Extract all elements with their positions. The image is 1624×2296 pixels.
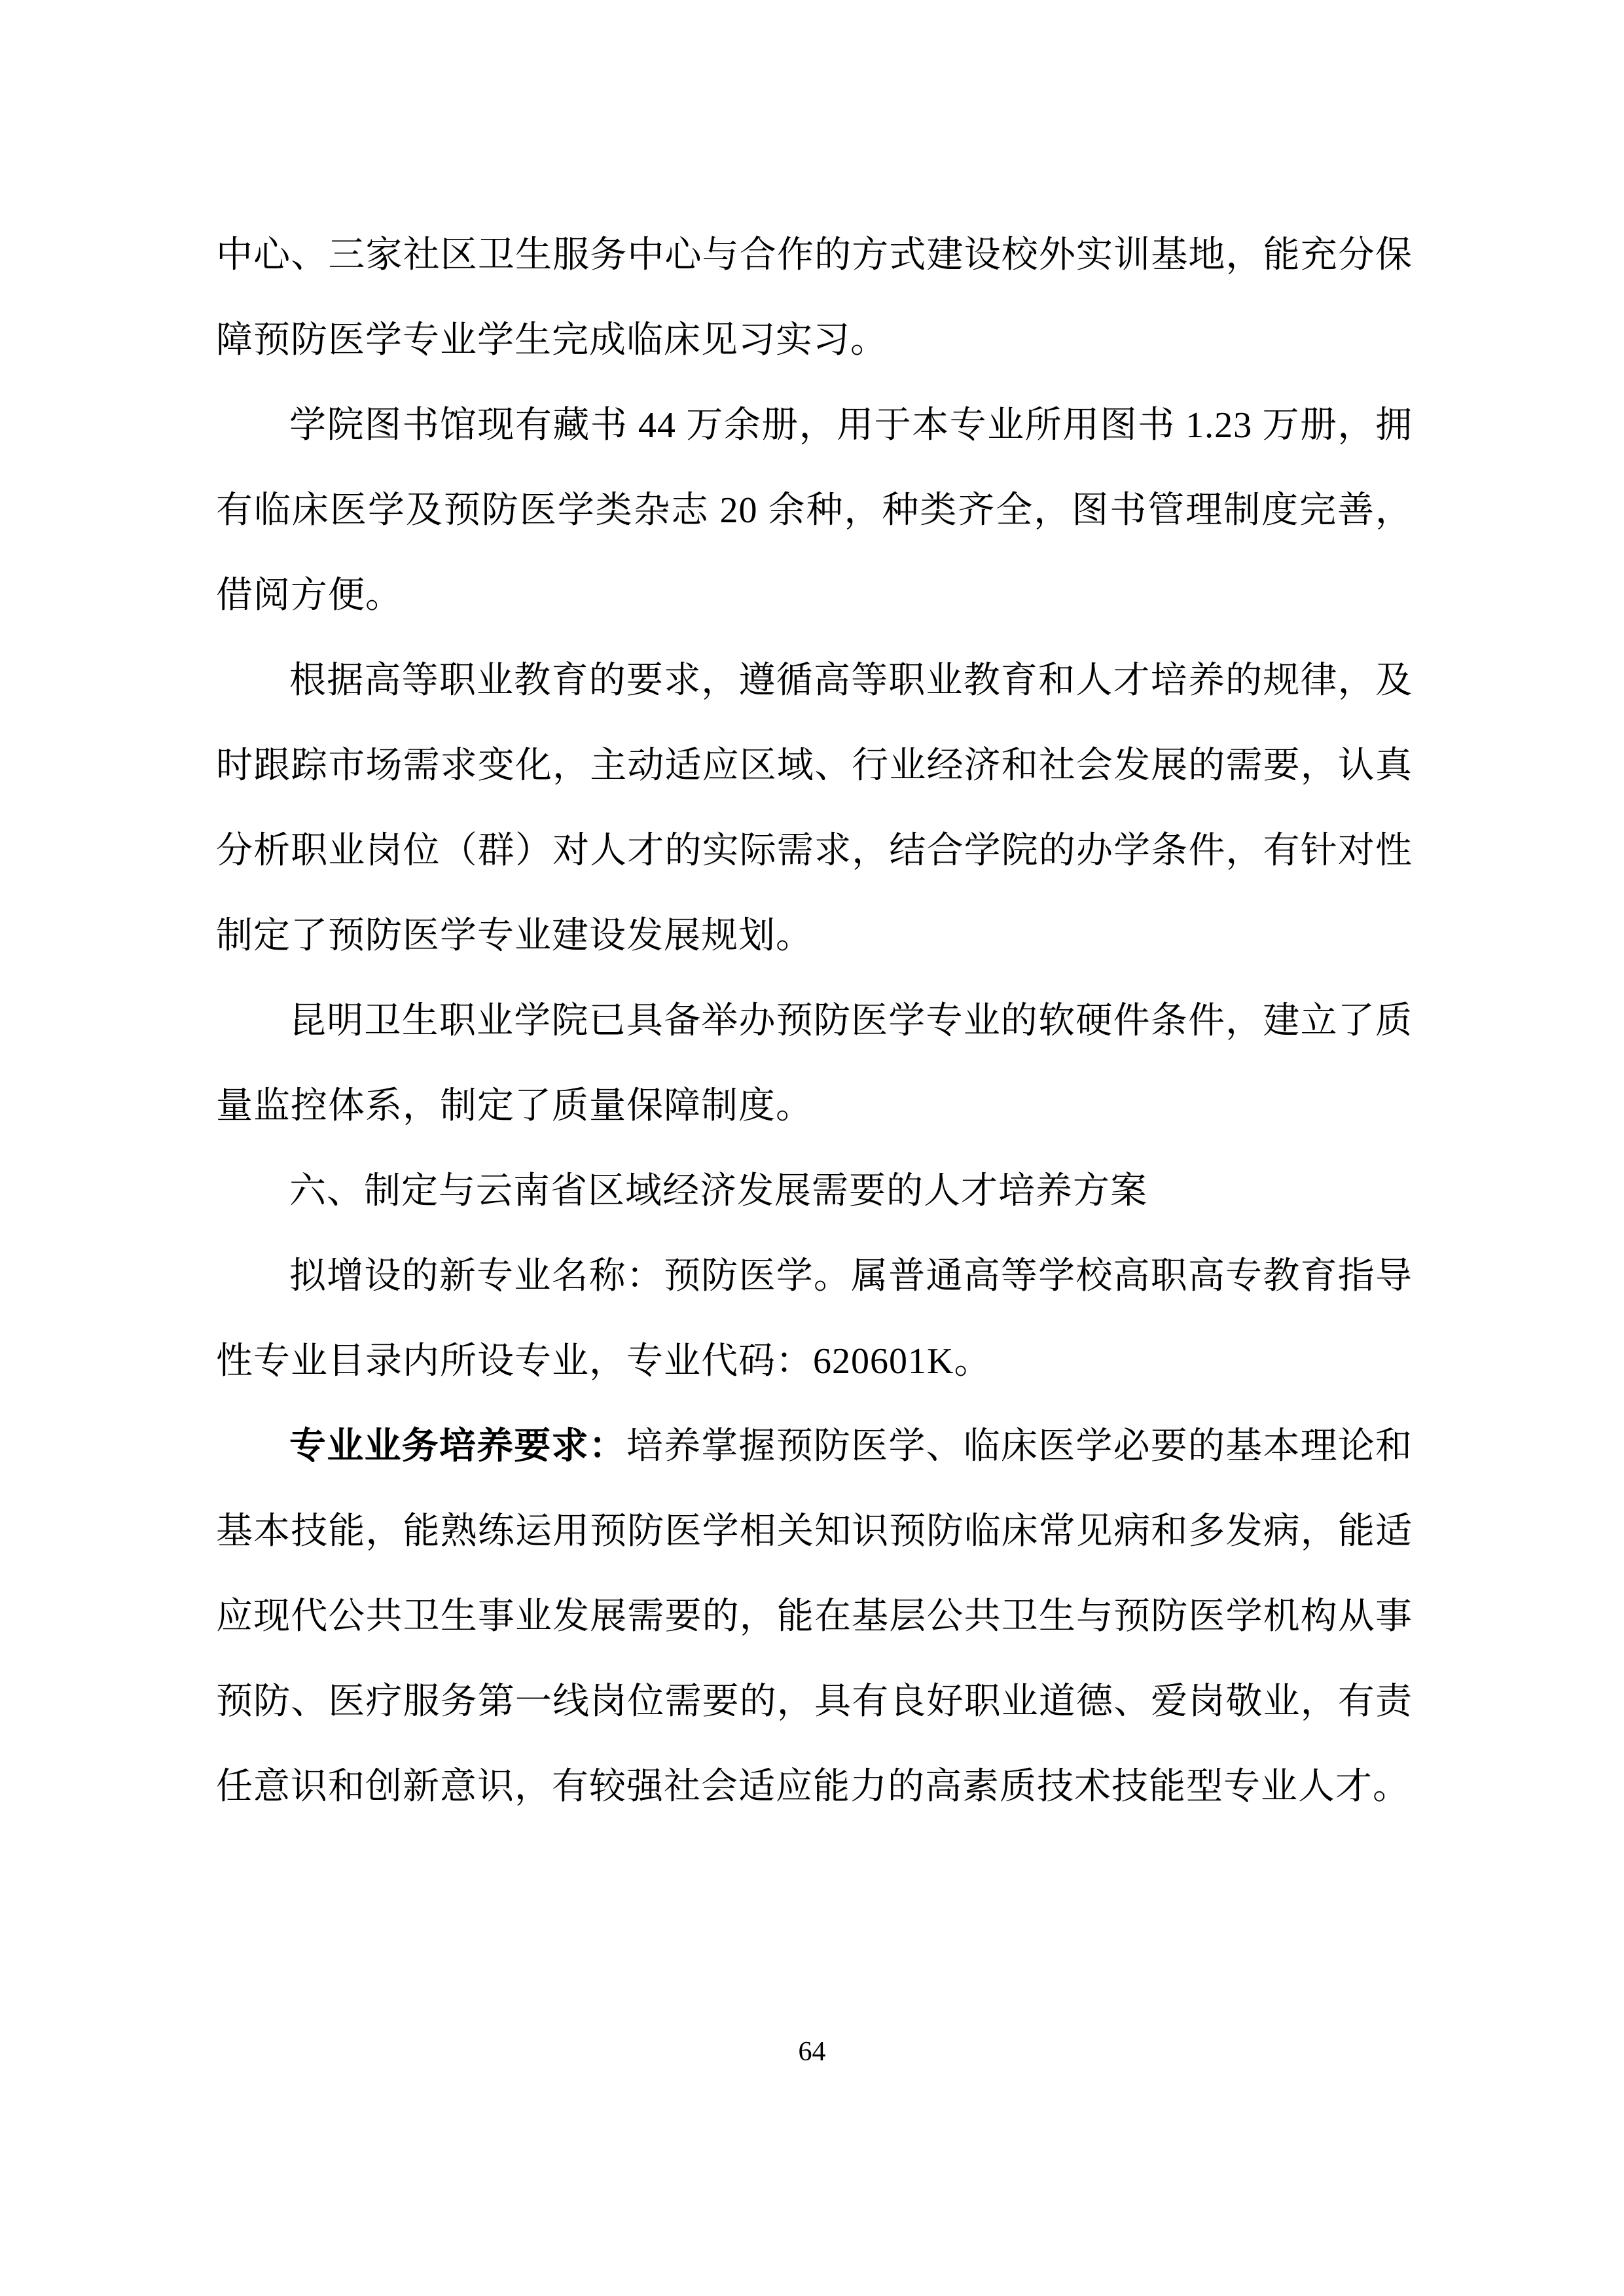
- page-number: 64: [798, 2037, 826, 2067]
- paragraph-library: 学院图书馆现有藏书 44 万余册，用于本专业所用图书 1.23 万册，拥有临床医学及预防医学类杂志 20 余种，种类齐全，图书管理制度完善，借阅方便。: [216, 405, 1413, 616]
- page-footer: [0, 2032, 1624, 2072]
- paragraph-college-readiness: 昆明卫生职业学院已具备举办预防医学专业的软硬件条件，建立了质量监控体系，制定了质量保障制度。: [216, 1001, 1413, 1126]
- page-body: [216, 213, 1413, 1829]
- paragraph-lead-label: 专业业务培养要求：: [289, 1426, 626, 1467]
- paragraph-education-requirements: 根据高等职业教育的要求，遵循高等职业教育和人才培养的规律，及时跟踪市场需求变化，主动适应区域、行业经济和社会发展的需要，认真分析职业岗位（群）对人才的实际需求，结合学院的办学条件，有针对性制定了预防医学专业建设发展规划。: [216, 660, 1413, 956]
- paragraph-lead-text: 培养掌握预防医学、临床医学必要的基本理论和基本技能，能熟练运用预防医学相关知识预防临床常见病和多发病，能适应现代公共卫生事业发展需要的，能在基层公共卫生与预防医学机构从事预防、医疗服务第一线岗位需要的，具有良好职业道德、爱岗敬业，有责任意识和创新意识，有较强社会适应能力的高素质技术技能型专业人才。: [216, 1426, 1413, 1807]
- paragraph-new-major: 拟增设的新专业名称：预防医学。属普通高等学校高职高专教育指导性专业目录内所设专业，专业代码：620601K。: [216, 1256, 1413, 1382]
- paragraph-continuation: 中心、三家社区卫生服务中心与合作的方式建设校外实训基地，能充分保障预防医学专业学生完成临床见习实习。: [216, 235, 1413, 361]
- section-heading: 六、制定与云南省区域经济发展需要的人才培养方案: [289, 1171, 1147, 1211]
- paragraph-training-requirements: [216, 1404, 1413, 1829]
